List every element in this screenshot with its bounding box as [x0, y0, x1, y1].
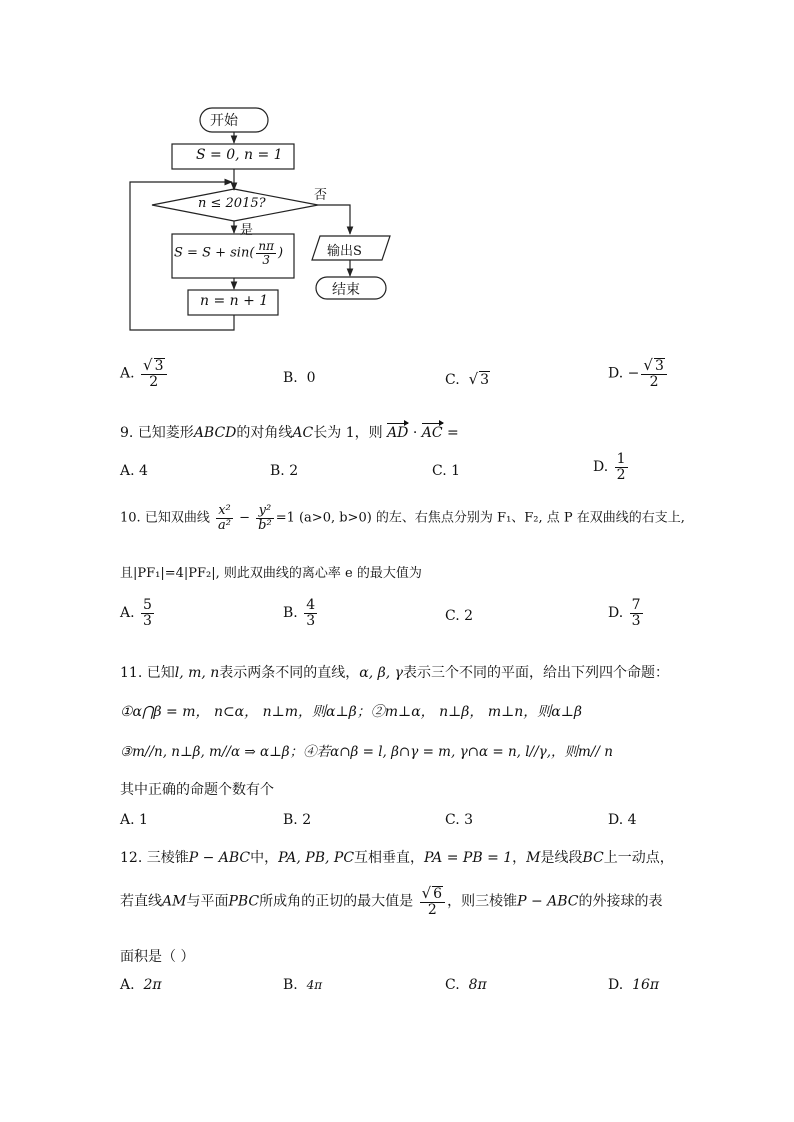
q9-option-b[interactable]: B. 2	[270, 463, 299, 479]
q12-stem-line2: 若直线AM与平面PBC所成角的正切的最大值是 $\frac{√ 6}{2}$ ，则三棱锥P − ABC的外接球的表	[120, 884, 663, 918]
flow-update-n-label: n = n + 1	[200, 293, 269, 309]
q8-option-c[interactable]: C. √ 3	[445, 370, 490, 388]
q9-stem: 9. 已知菱形ABCD的对角线AC长为 1，则 AD · AC =	[120, 425, 459, 441]
q8-option-d[interactable]: D. − $\frac{√ 3}{2}$	[608, 358, 669, 389]
q8-option-a[interactable]: A. $\frac{√ 3}{2}$	[120, 358, 169, 389]
flow-yes-label: 是	[240, 223, 254, 238]
q11-option-c[interactable]: C. 3	[445, 812, 474, 828]
flow-start-label: 开始	[210, 113, 238, 129]
q12-option-d[interactable]: D. 16π	[608, 977, 660, 993]
q9-option-d[interactable]: D. $\frac{1}{2}$	[593, 451, 626, 483]
flow-output-label: 输出S	[327, 244, 362, 259]
q12-option-a[interactable]: A. 2π	[120, 977, 162, 993]
q11-stem-line3: ③m//n, n⊥β, m//α ⇒ α⊥β；④若α∩β = l, β∩γ = m, γ∩α = n, l//γ,，则m// n	[120, 744, 613, 760]
q10-option-d[interactable]: D. $\frac{7}{3}$	[608, 597, 641, 629]
q12-stem-line3: 面积是（ ）	[120, 949, 195, 965]
q11-stem-line2: ①α⋂β = m， n⊂α， n⊥m，则α⊥β；②m⊥α， n⊥β， m⊥n，则α⊥β	[120, 704, 583, 720]
q10-stem-line2: 且|PF₁|=4|PF₂|, 则此双曲线的离心率 e 的最大值为	[120, 566, 422, 581]
q12-option-b[interactable]: B. 4π	[283, 977, 323, 993]
q12-stem-line1: 12. 三棱锥P − ABC中，PA, PB, PC互相垂直，PA = PB = 1，M是线段BC上一动点，	[120, 850, 674, 866]
flow-end-label: 结束	[332, 282, 360, 298]
q10-option-b[interactable]: B. $\frac{4}{3}$	[283, 597, 316, 629]
q11-option-b[interactable]: B. 2	[283, 812, 312, 828]
flow-no-label: 否	[314, 188, 328, 203]
q10-option-a[interactable]: A. $\frac{5}{3}$	[120, 597, 152, 629]
flow-init-label: S = 0, n = 1	[196, 147, 283, 163]
q11-stem-line4: 其中正确的命题个数有个	[120, 782, 274, 798]
flow-condition-label: n ≤ 2015?	[198, 196, 266, 211]
q12-option-c[interactable]: C. 8π	[445, 977, 487, 993]
q11-stem-line1: 11. 已知l, m, n表示两条不同的直线，α, β, γ表示三个不同的平面，给出下列四个命题：	[120, 665, 670, 681]
q11-option-d[interactable]: D. 4	[608, 812, 637, 828]
q8-option-b[interactable]: B. 0	[283, 370, 316, 386]
q10-option-c[interactable]: C. 2	[445, 608, 474, 624]
flow-update-s-label: S = S + sin( $\frac{n\pi}{3}$ )	[174, 239, 284, 267]
q10-stem-line1: 10. 已知双曲线 $\frac{\text{x²}}{\text{a²}}$ − $\frac{\text{y²}}{\text{b²}}$ =1 (a>0, b>0) 的左、右焦点分别为 F₁、F₂, 点 P 在双曲线的右支上,	[120, 503, 685, 533]
q11-option-a[interactable]: A. 1	[120, 812, 148, 828]
q9-option-c[interactable]: C. 1	[432, 463, 461, 479]
q9-option-a[interactable]: A. 4	[120, 463, 148, 479]
